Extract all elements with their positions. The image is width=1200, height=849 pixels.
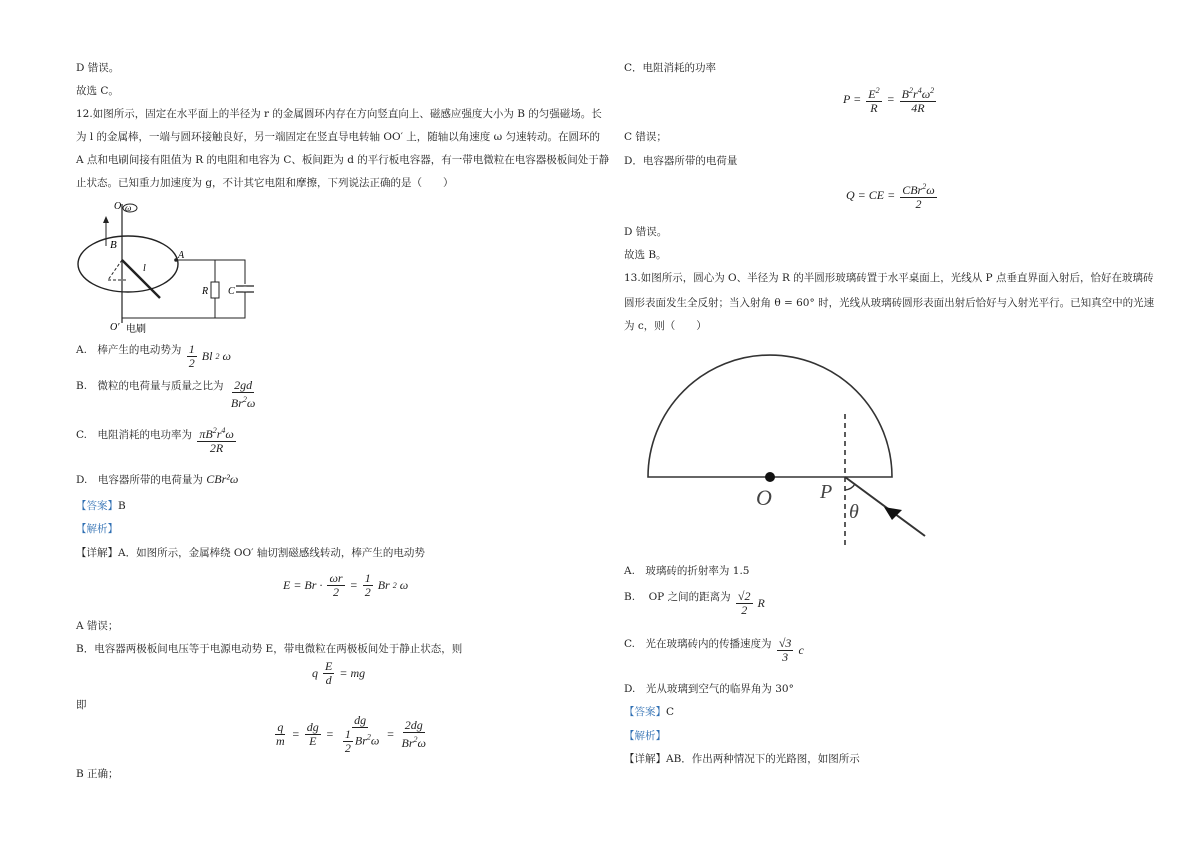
label-theta: θ [849, 501, 859, 523]
q13-line-3: 为 c，则（ ） [624, 320, 707, 332]
q12-analysis-tag: 【解析】 [76, 523, 118, 535]
q13-option-a: A. 玻璃砖的折射率为 1.5 [624, 565, 750, 577]
text-d-wrong-r: D 错误。 [624, 226, 668, 238]
option-c-text: C. 电阻消耗的电功率为 [76, 429, 192, 441]
text-d-wrong: D 错误。 [76, 62, 120, 74]
q12-option-b: B. 微粒的电荷量与质量之比为 $\frac{2gd}{Br^2\omega}$ [76, 378, 256, 410]
text-b-analysis: B．电容器两极板间电压等于电源电动势 E，带电微粒在两极板间处于静止状态，则 [76, 643, 463, 655]
label-o-prime: O′ [110, 322, 120, 333]
label-omega: ω [125, 203, 132, 213]
q13-detail [624, 751, 860, 767]
q13-option-d: D. 光从玻璃到空气的临界角为 30° [624, 683, 794, 695]
label-p: P [820, 481, 833, 503]
label-c: C [228, 286, 235, 297]
option-a-text: A. 棒产生的电动势为 [76, 344, 182, 356]
option-d-text: D. 电容器所带的电荷量为 [76, 474, 203, 486]
q12-option-d [76, 472, 238, 487]
label-l: l [143, 263, 146, 274]
text-c-wrong: C 错误； [624, 131, 667, 143]
q12-answer [76, 498, 126, 514]
answer-tag: 【答案】 [76, 500, 118, 512]
text-choose-c: 故选 C。 [76, 85, 119, 97]
option-b-text: B. 微粒的电荷量与质量之比为 [76, 380, 224, 392]
detail-tag-r: 【详解】 [624, 753, 666, 765]
q13-option-c: C. 光在玻璃砖内的传播速度为 $\frac{√3}{3}$ c [624, 636, 804, 664]
q12-line-1: 12.如图所示，固定在水平面上的半径为 r 的金属圆环内存在方向竖直向上、磁感应强度大小为 B 的匀强磁场。长 [76, 108, 602, 120]
q13-line-2: 圆形表面发生全反射；当入射角 θ = 60° 时，光线从玻璃砖圆形表面出射后恰好与入射光平行。已知真空中的光速 [624, 297, 1155, 309]
label-a: A [178, 250, 185, 261]
label-o: O [114, 201, 122, 212]
q13-option-b: B. OP 之间的距离为 $\frac{√2}{2}$ R [624, 589, 765, 617]
detail-text: A．如图所示，金属棒绕 OO′ 轴切割磁感线转动，棒产生的电动势 [118, 547, 425, 559]
q12-line-2: 为 l 的金属棒，一端与圆环接触良好，另一端固定在竖直导电转轴 OO′ 上，随轴以角速度 ω 匀速转动。在圆环的 [76, 131, 601, 143]
equation-charge: Q = CE = $\frac{CBr^2\omega}{2}$ [846, 182, 935, 211]
q12-option-c: C. 电阻消耗的电功率为 $\frac{\pi B^2r^4\omega}{2R}$ [76, 426, 234, 455]
q12-line-4: 止状态。已知重力加速度为 g，不计其它电阻和摩擦，下列说法正确的是（ ） [76, 177, 454, 189]
detail-tag: 【详解】 [76, 547, 118, 559]
q12-option-a: A. 棒产生的电动势为 $\frac{1}{2}$ Bl 2 ω [76, 342, 231, 370]
answer-value-r: C [666, 706, 675, 718]
text-c-power: C．电阻消耗的功率 [624, 62, 717, 74]
label-r: R [202, 286, 209, 297]
label-brush: 电刷 [126, 324, 146, 335]
q13-figure [640, 340, 940, 550]
answer-tag-r: 【答案】 [624, 706, 666, 718]
q13-answer [624, 704, 674, 720]
text-b-right: B 正确； [76, 768, 119, 780]
detail-text-r: AB．作出两种情况下的光路图，如图所示 [666, 753, 860, 765]
label-o-fig13: O [756, 485, 772, 510]
equation-emf: E = Br · $\frac{\omega r}{2}$ = $\frac{1}{2}$ Br 2 ω [283, 571, 409, 599]
option-b-text-r: OP 之间的距离为 [648, 591, 731, 603]
equation-balance: q $\frac{E}{d}$ = mg [312, 659, 366, 687]
text-a-wrong: A 错误； [76, 620, 119, 632]
option-d-expr: CBr²ω [206, 472, 239, 486]
q13-analysis-tag: 【解析】 [624, 730, 666, 742]
text-ji: 即 [76, 699, 87, 711]
equation-power: P = $\frac{E^2}{R}$ = $\frac{B^2r^4\omega^2}{4R}$ [843, 86, 935, 115]
q12-figure [70, 198, 270, 338]
answer-value: B [118, 500, 126, 512]
text-d-charge: D．电容器所带的电荷量 [624, 155, 738, 167]
q12-detail [76, 545, 425, 561]
label-b: B [110, 239, 117, 251]
q13-line-1: 13.如图所示，圆心为 O、半径为 R 的半圆形玻璃砖置于水平桌面上，光线从 P 点垂直界面入射后，恰好在玻璃砖 [624, 272, 1154, 284]
q12-line-3: A 点和电刷间接有阻值为 R 的电阻和电容为 C、板间距为 d 的平行板电容器，有一带电微粒在电容器极板间处于静 [76, 154, 610, 166]
option-b-prefix: B. [624, 591, 646, 603]
text-choose-b: 故选 B。 [624, 249, 667, 261]
equation-ratio: $\frac{q}{m}$ = $\frac{dg}{E}$ = dg $\frac{1}{2}$ Br$^2$ω = $\frac{2dg}{Br^2\omega}$ [276, 713, 426, 755]
option-c-text-r: C. 光在玻璃砖内的传播速度为 [624, 638, 772, 650]
